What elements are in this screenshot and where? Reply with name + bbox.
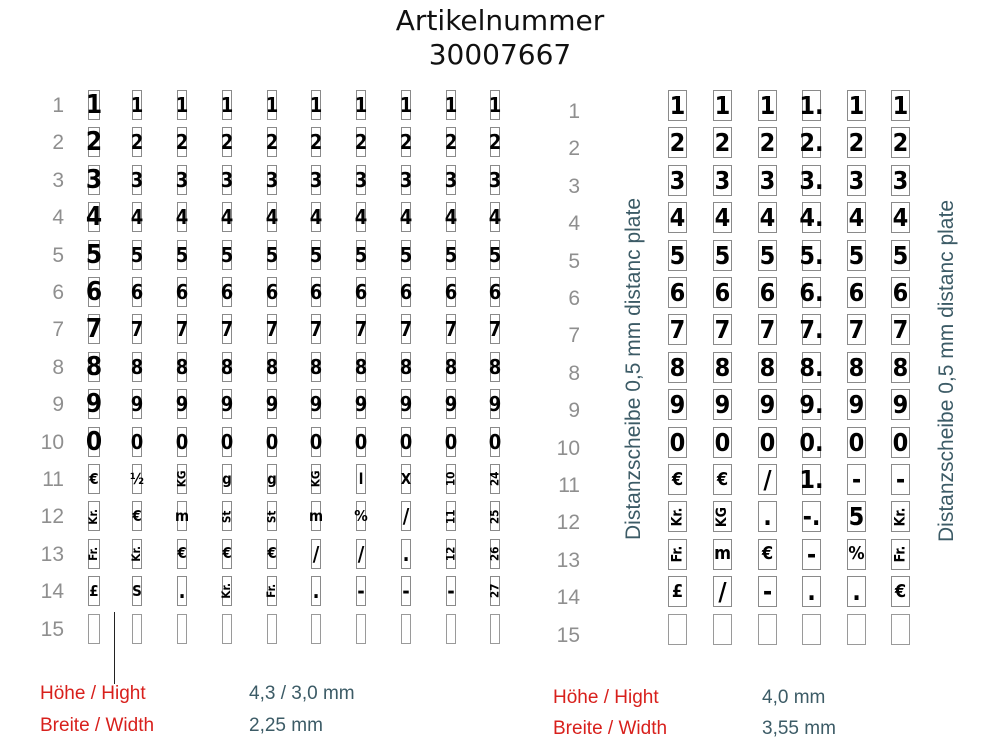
left-cell: 4	[85, 202, 103, 233]
left-cell: 12	[446, 539, 456, 569]
left-row-number: 13	[40, 542, 64, 566]
left-cell: 3	[401, 165, 411, 195]
left-cell: l	[356, 464, 366, 494]
right-cell: 6	[714, 278, 731, 307]
left-cell	[356, 614, 366, 644]
right-row-number: 2	[568, 137, 580, 161]
left-cell: 6	[85, 277, 103, 307]
right-cell: 0.	[799, 427, 824, 457]
right-cell	[891, 614, 910, 645]
right-cell: 8	[714, 352, 731, 382]
left-cell: g	[267, 464, 277, 494]
left-cell: 25	[490, 501, 500, 531]
left-row-number: 12	[40, 505, 64, 529]
right-cell: 6	[848, 278, 865, 307]
right-row-number: 4	[568, 212, 580, 236]
left-cell: 2	[490, 127, 500, 157]
left-cell: 3	[85, 164, 103, 195]
left-cell: Fr.	[88, 539, 100, 569]
left-cell	[401, 614, 411, 644]
left-cell	[311, 614, 321, 644]
right-cell: 0	[714, 427, 731, 457]
right-cell: 7.	[799, 315, 824, 345]
left-cell: 5	[490, 240, 500, 270]
left-cell: Kr.	[88, 501, 100, 531]
left-cell: 2	[132, 127, 142, 157]
left-cell: 7	[132, 314, 142, 344]
right-cell: 6	[892, 278, 909, 307]
right-cell: €	[758, 539, 777, 570]
right-cell: 6	[669, 278, 686, 307]
right-row-number: 13	[556, 548, 580, 572]
left-cell: 5	[446, 240, 456, 270]
left-cell: 4	[401, 202, 411, 232]
right-cell: Kr.	[891, 501, 910, 532]
left-cell: 0	[177, 427, 187, 457]
left-cell: 2	[222, 127, 232, 157]
right-cell: 5	[759, 240, 776, 270]
left-cell: 2	[446, 127, 456, 157]
left-cell: 1	[177, 90, 187, 120]
left-cell: 0	[446, 427, 456, 457]
left-cell: 1	[446, 90, 456, 120]
left-cell: 26	[490, 539, 500, 569]
left-row-number: 2	[52, 131, 64, 155]
right-cell: 4	[669, 203, 686, 233]
left-cell	[446, 614, 456, 644]
left-cell: 3	[222, 165, 232, 195]
left-row-number: 3	[52, 168, 64, 192]
left-cell: 7	[401, 314, 411, 344]
right-cell: 0	[848, 427, 865, 457]
left-cell: .	[311, 576, 321, 606]
left-cell: 8	[490, 352, 500, 382]
left-cell: 4	[446, 202, 456, 232]
left-cell: 27	[490, 576, 500, 606]
left-cell: Kr.	[222, 576, 232, 606]
left-cell: 5	[356, 240, 366, 270]
page-title: Artikelnummer	[395, 4, 605, 37]
left-cell: 7	[267, 314, 277, 344]
left-cell: 1	[401, 90, 411, 120]
left-cell: 9	[177, 389, 187, 419]
left-cell: 9	[267, 389, 277, 419]
right-cell: -	[891, 464, 910, 495]
left-row-number: 7	[52, 318, 64, 342]
right-cell: KG	[713, 501, 732, 532]
left-cell: 4	[222, 202, 232, 232]
right-row-number: 8	[568, 361, 580, 385]
right-cell: £	[668, 576, 687, 607]
left-cell: 6	[401, 277, 411, 307]
left-cell: 2	[401, 127, 411, 157]
right-cell: 1	[759, 91, 776, 120]
left-cell: 0	[267, 427, 277, 457]
right-row-number: 1	[568, 100, 580, 123]
right-cell: 8	[848, 352, 865, 382]
right-cell: .	[758, 501, 777, 532]
left-cell: 4	[177, 202, 187, 232]
right-cell: 7	[759, 315, 776, 345]
left-row-number: 1	[52, 94, 64, 117]
right-cell: 9	[892, 390, 909, 420]
left-cell: 9	[490, 389, 500, 419]
left-row-number: 6	[52, 281, 64, 304]
left-cell: -	[446, 576, 456, 606]
left-cell: S	[132, 576, 142, 606]
left-cell: €	[132, 501, 142, 531]
left-row-number: 8	[52, 355, 64, 379]
left-cell: 6	[222, 277, 232, 307]
right-cell	[802, 614, 821, 645]
left-cell: St	[267, 501, 277, 531]
left-cell: 3	[311, 165, 321, 195]
right-row-number: 3	[568, 174, 580, 198]
left-row-number: 11	[42, 468, 64, 491]
left-cell: 7	[85, 314, 103, 345]
right-cell: 5	[714, 240, 731, 270]
left-cell: 4	[267, 202, 277, 232]
left-cell: .	[177, 576, 187, 606]
right-cell: 9	[848, 390, 865, 420]
left-cell: Kr.	[132, 539, 142, 569]
left-cell: m	[311, 501, 321, 531]
left-cell: €	[177, 539, 187, 569]
left-cell: 9	[446, 389, 456, 419]
left-cell: 5	[222, 240, 232, 270]
right-cell: 5	[848, 502, 865, 532]
left-cell: 1	[267, 90, 277, 120]
right-cell: /	[713, 576, 732, 607]
left-cell: 11	[446, 501, 456, 531]
left-cell: 9	[356, 389, 366, 419]
left-cell: 7	[490, 314, 500, 344]
right-cell: 7	[714, 315, 731, 345]
left-height-label: Höhe / Hight	[40, 683, 146, 704]
left-cell: 4	[132, 202, 142, 232]
left-cell: 5	[267, 240, 277, 270]
right-cell: 3.	[799, 165, 824, 195]
left-cell: 7	[446, 314, 456, 344]
left-cell: 7	[222, 314, 232, 344]
right-cell: 8.	[799, 352, 824, 382]
left-cell: 0	[132, 427, 142, 457]
right-cell: 9	[669, 390, 686, 420]
left-cell: X	[401, 464, 411, 494]
left-cell: 6	[446, 277, 456, 307]
right-cell: .	[847, 576, 866, 607]
left-cell: 3	[356, 165, 366, 195]
left-cell: 8	[311, 352, 321, 382]
left-cell: m	[177, 501, 187, 531]
right-row-number: 14	[556, 586, 580, 610]
right-cell: 7	[892, 315, 909, 345]
left-cell: 0	[85, 426, 103, 457]
left-cell: 5	[311, 240, 321, 270]
right-cell: -	[802, 539, 821, 570]
left-cell: KG	[311, 464, 321, 494]
left-cell: -	[401, 576, 411, 606]
left-cell: 4	[490, 202, 500, 232]
pointer-line	[114, 612, 115, 684]
left-cell: €	[88, 464, 100, 494]
left-cell: 1	[132, 90, 142, 120]
right-row-number: 12	[556, 511, 580, 535]
left-cell: 6	[490, 277, 500, 307]
left-row-number: 15	[40, 617, 64, 641]
right-row-number: 15	[556, 623, 580, 647]
right-cell	[847, 614, 866, 645]
right-cell: /	[758, 464, 777, 495]
right-cell: Fr.	[891, 539, 910, 570]
left-cell: 3	[132, 165, 142, 195]
left-cell: 0	[311, 427, 321, 457]
right-row-number: 6	[568, 287, 580, 310]
article-number: 30007667	[428, 38, 572, 71]
left-row-number: 4	[52, 206, 64, 230]
right-cell: 8	[669, 352, 686, 382]
left-cell: 2	[356, 127, 366, 157]
left-cell	[88, 614, 100, 644]
right-cell	[668, 614, 687, 645]
right-cell: €	[713, 464, 732, 495]
right-cell: 2	[669, 128, 686, 158]
right-cell: 5	[669, 240, 686, 270]
right-cell: 0	[892, 427, 909, 457]
right-cell: 3	[714, 165, 731, 195]
right-cell: 2	[848, 128, 865, 158]
left-cell: /	[401, 501, 411, 531]
left-cell: 8	[446, 352, 456, 382]
right-cell: 1.	[799, 91, 824, 120]
right-cell: 0	[759, 427, 776, 457]
right-cell: 9	[714, 390, 731, 420]
right-cell: 5	[892, 240, 909, 270]
left-cell: 2	[267, 127, 277, 157]
left-cell: 10	[446, 464, 456, 494]
left-cell: Fr.	[267, 576, 277, 606]
right-cell: 9.	[799, 390, 824, 420]
right-height-value: 4,0 mm	[762, 687, 826, 708]
left-cell: 0	[490, 427, 500, 457]
right-cell: 3	[848, 165, 865, 195]
right-cell	[758, 614, 777, 645]
right-cell: 0	[669, 427, 686, 457]
right-cell: 9	[759, 390, 776, 420]
left-cell: 8	[177, 352, 187, 382]
left-cell: 3	[267, 165, 277, 195]
left-cell: 8	[356, 352, 366, 382]
left-cell: 1	[85, 90, 103, 120]
left-width-label: Breite / Width	[40, 715, 155, 736]
left-row-number: 9	[52, 393, 64, 417]
right-cell: .	[802, 576, 821, 607]
left-cell: 9	[311, 389, 321, 419]
right-width-value: 3,55 mm	[762, 718, 836, 739]
right-cell: -.	[802, 502, 821, 532]
left-cell: 0	[356, 427, 366, 457]
left-cell: 6	[267, 277, 277, 307]
left-cell: 1	[222, 90, 232, 120]
left-cell: 8	[132, 352, 142, 382]
right-cell: 4	[714, 203, 731, 233]
right-cell: 5	[848, 240, 865, 270]
right-cell: 4	[848, 203, 865, 233]
left-cell: €	[222, 539, 232, 569]
right-cell: 7	[669, 315, 686, 345]
right-row-number: 5	[568, 249, 580, 273]
left-cell: 24	[490, 464, 500, 494]
left-cell	[222, 614, 232, 644]
left-cell: 1	[490, 90, 500, 120]
right-cell: 2	[714, 128, 731, 158]
left-row-number: 5	[52, 243, 64, 267]
left-cell: 8	[222, 352, 232, 382]
left-cell: 7	[311, 314, 321, 344]
left-cell: 6	[311, 277, 321, 307]
left-row-number: 10	[40, 430, 64, 454]
left-cell: 3	[490, 165, 500, 195]
right-cell: 3	[759, 165, 776, 195]
right-cell: 1	[714, 91, 731, 120]
left-cell: 2	[177, 127, 187, 157]
right-cell: 2	[759, 128, 776, 158]
right-row-number: 11	[558, 474, 580, 497]
left-cell: 5	[177, 240, 187, 270]
left-cell: £	[88, 576, 100, 606]
left-cell: 9	[85, 389, 103, 420]
left-cell: 8	[85, 351, 103, 382]
right-cell: -	[758, 576, 777, 607]
left-cell: 2	[85, 127, 103, 158]
left-cell: 1	[356, 90, 366, 120]
left-cell	[267, 614, 277, 644]
left-cell: /	[356, 539, 366, 569]
right-cell: Fr.	[668, 539, 687, 570]
left-cell: .	[401, 539, 411, 569]
right-cell	[713, 614, 732, 645]
right-cell: 4	[892, 203, 909, 233]
left-cell: 5	[401, 240, 411, 270]
left-cell: 4	[311, 202, 321, 232]
right-cell: 1	[669, 91, 686, 120]
right-cell: %	[847, 539, 866, 570]
left-cell: 4	[356, 202, 366, 232]
left-cell: -	[356, 576, 366, 606]
left-width-value: 2,25 mm	[249, 715, 323, 736]
left-cell: 0	[222, 427, 232, 457]
left-cell: St	[222, 501, 232, 531]
left-cell: 7	[177, 314, 187, 344]
right-cell: 3	[669, 165, 686, 195]
left-cell: g	[222, 464, 232, 494]
left-row-number: 14	[40, 580, 64, 604]
right-cell: 2	[892, 128, 909, 158]
left-cell: 7	[356, 314, 366, 344]
right-cell: 6.	[799, 278, 824, 307]
left-cell: 3	[446, 165, 456, 195]
left-cell: 9	[222, 389, 232, 419]
right-cell: 6	[759, 278, 776, 307]
right-cell: 2.	[799, 128, 824, 158]
left-cell: 5	[85, 239, 103, 270]
left-cell: 8	[401, 352, 411, 382]
left-cell: 9	[401, 389, 411, 419]
right-cell: -	[847, 464, 866, 495]
right-cell: 1	[848, 91, 865, 120]
left-cell: 2	[311, 127, 321, 157]
left-cell: 5	[132, 240, 142, 270]
right-cell: 7	[848, 315, 865, 345]
right-cell: 8	[892, 352, 909, 382]
right-width-label: Breite / Width	[553, 718, 668, 739]
right-height-label: Höhe / Hight	[553, 687, 659, 708]
left-cell: 0	[401, 427, 411, 457]
right-cell: 8	[759, 352, 776, 382]
right-cell: €	[891, 576, 910, 607]
left-cell	[177, 614, 187, 644]
left-cell: %	[356, 501, 366, 531]
left-cell: 1	[311, 90, 321, 120]
right-cell: m	[713, 539, 732, 570]
right-cell: 1	[892, 91, 909, 120]
left-cell: /	[311, 539, 321, 569]
right-cell: Kr.	[668, 501, 687, 532]
left-height-value: 4,3 / 3,0 mm	[249, 683, 355, 704]
right-cell: €	[668, 464, 687, 495]
right-row-number: 10	[556, 436, 580, 460]
left-cell	[132, 614, 142, 644]
right-cell: 4	[759, 203, 776, 233]
left-cell: 8	[267, 352, 277, 382]
left-cell: KG	[177, 464, 187, 494]
right-cell: 3	[892, 165, 909, 195]
right-cell: 5.	[799, 240, 824, 270]
left-cell: €	[267, 539, 277, 569]
left-cell	[490, 614, 500, 644]
left-cell: ½	[132, 464, 142, 494]
left-cell: 9	[132, 389, 142, 419]
left-cell: 3	[177, 165, 187, 195]
right-row-number: 7	[568, 324, 580, 348]
right-cell: 4.	[799, 203, 824, 233]
left-cell: 6	[132, 277, 142, 307]
left-cell: 6	[177, 277, 187, 307]
left-cell: 6	[356, 277, 366, 307]
right-row-number: 9	[568, 399, 580, 423]
right-cell: 1.	[799, 465, 824, 494]
